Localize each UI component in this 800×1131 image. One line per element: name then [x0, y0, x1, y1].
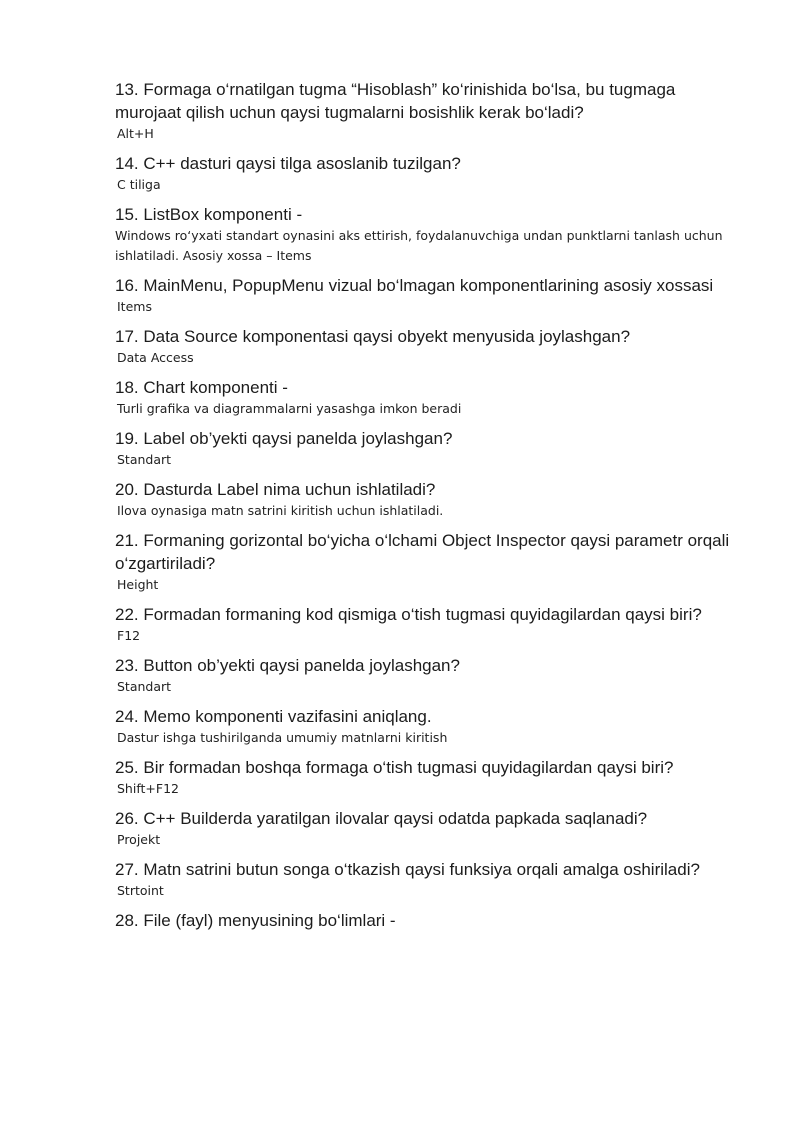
qa-item: [115, 705, 730, 748]
qa-item: [115, 203, 730, 266]
question-text: 27. Matn satrini butun songa o‘tkazish qaysi funksiya orqali amalga oshiriladi?: [115, 860, 700, 879]
answer-text: Strtoint: [117, 883, 164, 898]
qa-item: [115, 529, 730, 595]
answer-text: Items: [117, 299, 152, 314]
qa-item: [115, 858, 730, 901]
question-text: 26. C++ Builderda yaratilgan ilovalar qaysi odatda papkada saqlanadi?: [115, 809, 648, 828]
question-text: 28. File (fayl) menyusining bo‘limlari -: [115, 911, 396, 930]
qa-item: [115, 325, 730, 368]
qa-item: [115, 756, 730, 799]
answer-text: Ilova oynasiga matn satrini kiritish uchun ishlatiladi.: [117, 503, 444, 518]
qa-item: [115, 274, 730, 317]
answer-text: Windows ro‘yxati standart oynasini aks ettirish, foydalanuvchiga undan punktlarni tanlash uchun ishlatiladi. Asosiy xossa – Items: [115, 228, 723, 263]
question-text: 14. C++ dasturi qaysi tilga asoslanib tuzilgan?: [115, 154, 461, 173]
answer-text: Height: [117, 577, 159, 592]
question-text: 25. Bir formadan boshqa formaga o‘tish tugmasi quyidagilardan qaysi biri?: [115, 758, 674, 777]
answer-text: Turli grafika va diagrammalarni yasashga imkon beradi: [117, 401, 462, 416]
qa-item: [115, 376, 730, 419]
question-text: 22. Formadan formaning kod qismiga o‘tish tugmasi quyidagilardan qaysi biri?: [115, 605, 702, 624]
question-text: 20. Dasturda Label nima uchun ishlatiladi?: [115, 480, 436, 499]
qa-item: [115, 78, 730, 144]
question-text: 13. Formaga o‘rnatilgan tugma “Hisoblash” ko‘rinishida bo‘lsa, bu tugmaga murojaat qilish uchun qaysi tugmalarni bosishlik kerak bo‘ladi?: [115, 80, 676, 122]
qa-item: [115, 603, 730, 646]
qa-item: [115, 909, 730, 932]
qa-item: [115, 654, 730, 697]
qa-item: [115, 807, 730, 850]
answer-text: Dastur ishga tushirilganda umumiy matnlarni kiritish: [117, 730, 448, 745]
question-text: 17. Data Source komponentasi qaysi obyekt menyusida joylashgan?: [115, 327, 631, 346]
question-text: 15. ListBox komponenti -: [115, 205, 303, 224]
qa-item: [115, 152, 730, 195]
question-list: [115, 78, 730, 940]
answer-text: Projekt: [117, 832, 161, 847]
question-text: 16. MainMenu, PopupMenu vizual bo‘lmagan komponentlarining asosiy xossasi: [115, 276, 714, 295]
question-text: 21. Formaning gorizontal bo‘yicha o‘lchami Object Inspector qaysi parametr orqali o‘zgartiriladi?: [115, 531, 730, 573]
answer-text: Shift+F12: [117, 781, 179, 796]
answer-text: Standart: [117, 679, 172, 694]
question-text: 19. Label ob’yekti qaysi panelda joylashgan?: [115, 429, 453, 448]
answer-text: Alt+H: [117, 126, 154, 141]
question-text: 23. Button ob’yekti qaysi panelda joylashgan?: [115, 656, 460, 675]
answer-text: Standart: [117, 452, 172, 467]
question-text: 24. Memo komponenti vazifasini aniqlang.: [115, 707, 432, 726]
answer-text: C tiliga: [117, 177, 161, 192]
qa-item: [115, 427, 730, 470]
question-text: 18. Chart komponenti -: [115, 378, 288, 397]
answer-text: Data Access: [117, 350, 194, 365]
qa-item: [115, 478, 730, 521]
answer-text: F12: [117, 628, 141, 643]
